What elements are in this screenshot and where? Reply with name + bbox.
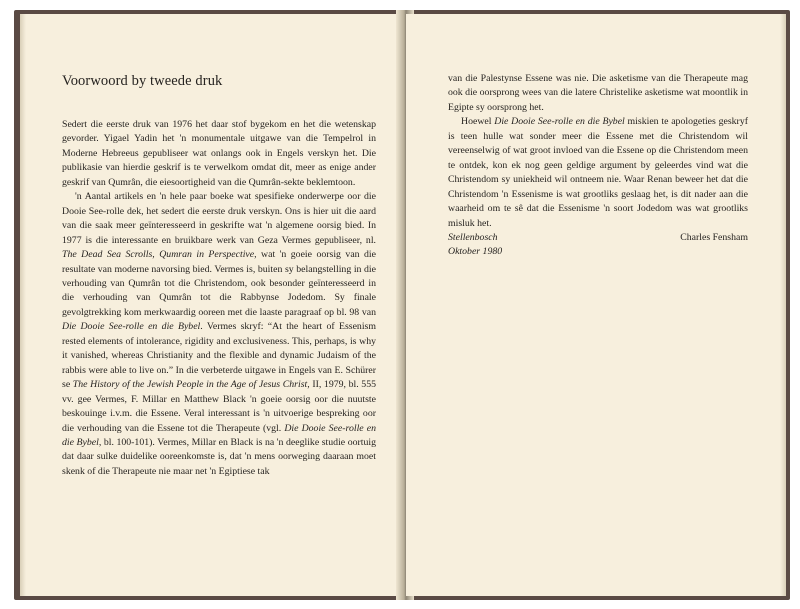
- book-title: The History of the Jewish People in the Age of Jesus Christ: [72, 379, 308, 391]
- page-heading: Voorwoord by tweede druk: [62, 73, 223, 89]
- paragraph: Sedert die eerste druk van 1976 het daar stof bygekom en het die wetenskap gevorder. Yigael Yadin het 'n monumentale uitgawe van die Tempelrol in Moderne Hebreeus gepubliseer wat onlangs ook in Engels verskyn het. Die publikasie van hierdie geskrif is te verwelkom omdat dit, meer as enige ander geskrif van Qumrân, die eiesoortigheid van die Qumrân-sekte beklemtoon.: [62, 119, 376, 188]
- open-book: [14, 10, 790, 600]
- right-text-column: [448, 72, 748, 260]
- signature-author: Charles Fensham: [680, 231, 748, 243]
- signature-place: Stellenbosch: [448, 231, 498, 243]
- signature-line: [448, 231, 748, 245]
- book-title: Die Dooie See-rolle en die Bybel: [62, 321, 201, 333]
- paragraph: van die Palestynse Essene was nie. Die asketisme van die Therapeute mag ook die oorsprong wees van die latere Christelike asketisme wat moontlik in Egipte sy oorsprong het.: [448, 73, 748, 113]
- page-edge-shadow: [780, 14, 786, 596]
- book-title: The Dead Sea Scrolls, Qumran in Perspective: [62, 249, 255, 261]
- text-run: , wat 'n goeie oorsig van die resultate van moderne navorsing bied. Vermes is, buiten sy belangstelling in die verhouding van Qumrân tot die Christendom, ook besonder geïnteresseerd in die verhouding van Qumrân tot die Rabbynse Jodedom. Sy finale gevolgtrekking kom merkwaardig ooreen met die laaste paragraaf op bl. 98 van: [62, 249, 376, 318]
- text-run: Hoewel: [461, 116, 495, 128]
- paragraph: [448, 115, 748, 231]
- book-title: Die Dooie See-rolle en die Bybel: [62, 422, 376, 448]
- text-run: . Vermes skryf: “At the heart of Essenism rested elements of intolerance, rigidity and exclusiveness. This, perhaps, is why it vanished, whereas Christianity and the flexible and dynamic Judaism of the rabbis were able to live on.” In die verbeterde uitgawe in Engels van E. Schürer se: [62, 321, 376, 391]
- page-edge-shadow: [20, 14, 26, 596]
- text-run: , bl. 100-101). Vermes, Millar en Black is na 'n deeglike studie oortuig dat daar sulke duidelike ooreenkomste is, dat 'n mens oorweging daaraan moet skenk of die Therapeute nie maar net 'n Egiptiese tak: [62, 436, 376, 477]
- left-page: [20, 14, 404, 596]
- text-run: 'n Aantal artikels en 'n hele paar boeke wat spesifieke onderwerpe oor die Dooie See-rolle dek, het sedert die eerste druk verskyn. Ons is hier uit die aard van die saak meer geïnteresseerd in geskrifte wat 'n algemene oorsig bied. In 1977 is die interessante en bruikbare werk van Geza Vermes gepubliseer, nl.: [62, 191, 376, 246]
- text-run: , II, 1979, bl. 555 vv. gee Vermes, F. Millar en Matthew Black 'n goeie oorsig oor die nuutste beskouinge i.v.m. die Essene. Veral interessant is 'n uitvoerige bespreking oor die verhouding van die Essene tot die Therapeute (vgl.: [62, 379, 376, 434]
- right-page: [406, 14, 786, 596]
- signature-date: Oktober 1980: [448, 246, 503, 258]
- paragraph: [62, 190, 376, 479]
- text-run: miskien te apologeties geskryf is teen hulle wat sonder meer die Essene met die Christendom wil vereenselwig of wat groot invloed van die Essene op die Christendom meen te ontdek, kon ek nog geen geldige argument by geleerdes vind wat die Christendom sy uniekheid wil ontneem nie. Waar Renan beweer het dat die Christendom 'n Essenisme is wat grootliks geslaag het, is dit nader aan die waarheid om te sê dat die Essenisme 'n soort Jodedom was wat grootliks misluk het.: [448, 116, 748, 229]
- book-title: Die Dooie See-rolle en die Bybel: [494, 116, 625, 128]
- left-text-column: [62, 72, 376, 479]
